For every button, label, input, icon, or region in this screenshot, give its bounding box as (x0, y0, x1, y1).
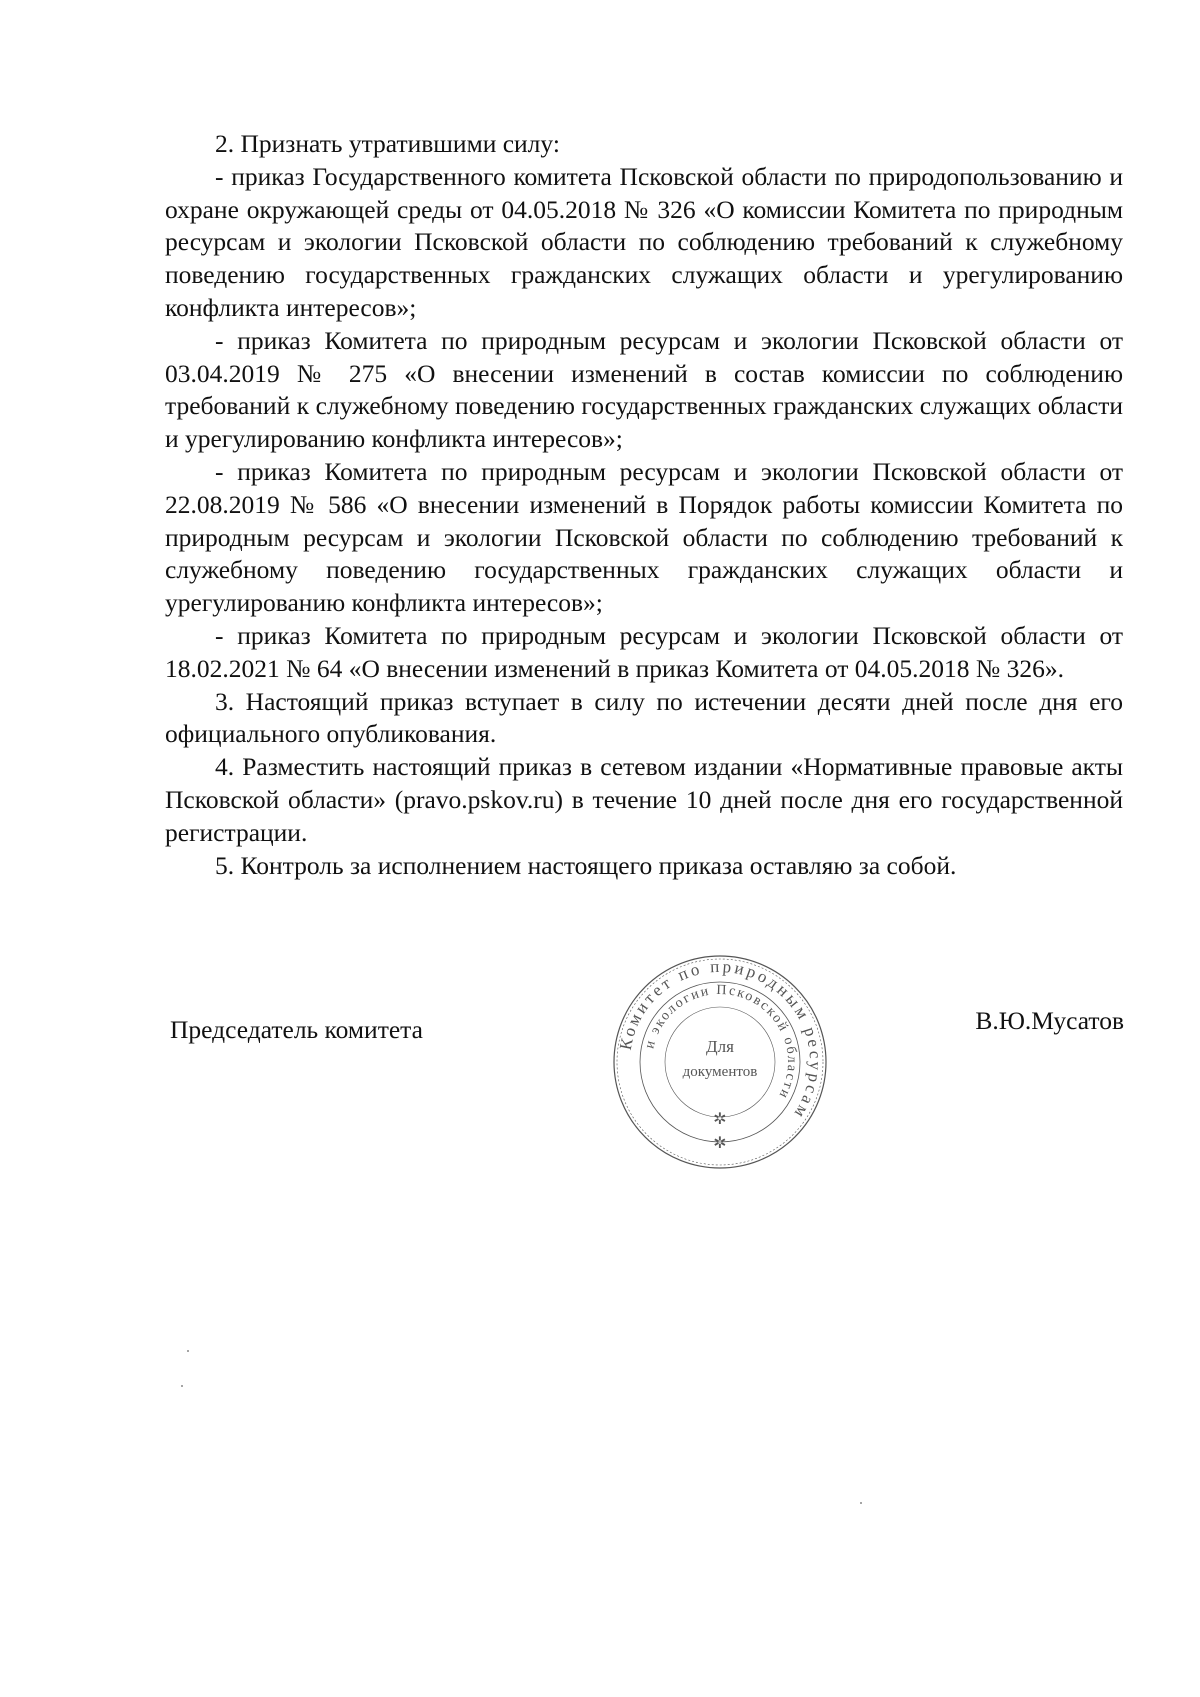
svg-text:✲: ✲ (713, 1133, 727, 1152)
svg-text:Комитет по природным ресурсам: Комитет по природным ресурсам (615, 956, 826, 1124)
paragraph-4: 4. Разместить настоящий приказ в сетевом издании «Нормативные правовые акты Псковской области» (pravo.pskov.ru) в течение 10 дней после дня его государственной регистрации. (165, 752, 1123, 847)
paragraph-2-item-3: - приказ Комитета по природным ресурсам и экологии Псковской области от 22.08.2019 № 586 «О внесении изменений в Порядок работы комиссии Комитета по природным ресурсам и экологии Псковской области по соблюдению требований к служебному поведению государственных гражданских служащих области и урегулированию конфликта интересов»; (165, 456, 1123, 618)
svg-text:Для: Для (706, 1037, 734, 1056)
svg-text:✲: ✲ (713, 1109, 727, 1128)
paragraph-3: 3. Настоящий приказ вступает в силу по истечении десяти дней после дня его официального опубликования. (165, 686, 1123, 749)
svg-text:документов: документов (682, 1064, 758, 1080)
scan-speck (181, 1385, 183, 1387)
document-body (165, 128, 1123, 882)
scan-speck (860, 1502, 862, 1504)
stamp-seal-icon (610, 952, 830, 1172)
official-stamp (610, 952, 830, 1172)
paragraph-2: 2. Признать утратившими силу: (215, 129, 560, 158)
paragraph-5: 5. Контроль за исполнением настоящего приказа оставляю за собой. (215, 850, 957, 880)
svg-text:и экологии Псковской области: и экологии Псковской области (642, 982, 800, 1103)
signature-position: Председатель комитета (170, 1015, 423, 1044)
paragraph-2-item-2: - приказ Комитета по природным ресурсам и экологии Псковской области от 03.04.2019 № 275 «О внесении изменений в состав комиссии по соблюдению требований к служебному поведению государственных гражданских служащих области и урегулированию конфликта интересов»; (165, 325, 1123, 454)
scan-speck (187, 1350, 189, 1352)
paragraph-2-item-1: - приказ Государственного комитета Псковской области по природопользованию и охране окружающей среды от 04.05.2018 № 326 «О комиссии Комитета по природным ресурсам и экологии Псковской области по соблюдению требований к служебному поведению государственных гражданских служащих области и урегулированию конфликта интересов»; (165, 161, 1123, 322)
paragraph-2-item-4: - приказ Комитета по природным ресурсам и экологии Псковской области от 18.02.2021 № 64 «О внесении изменений в приказ Комитета от 04.05.2018 № 326». (165, 620, 1123, 683)
signature-name: В.Ю.Мусатов (975, 1006, 1124, 1035)
